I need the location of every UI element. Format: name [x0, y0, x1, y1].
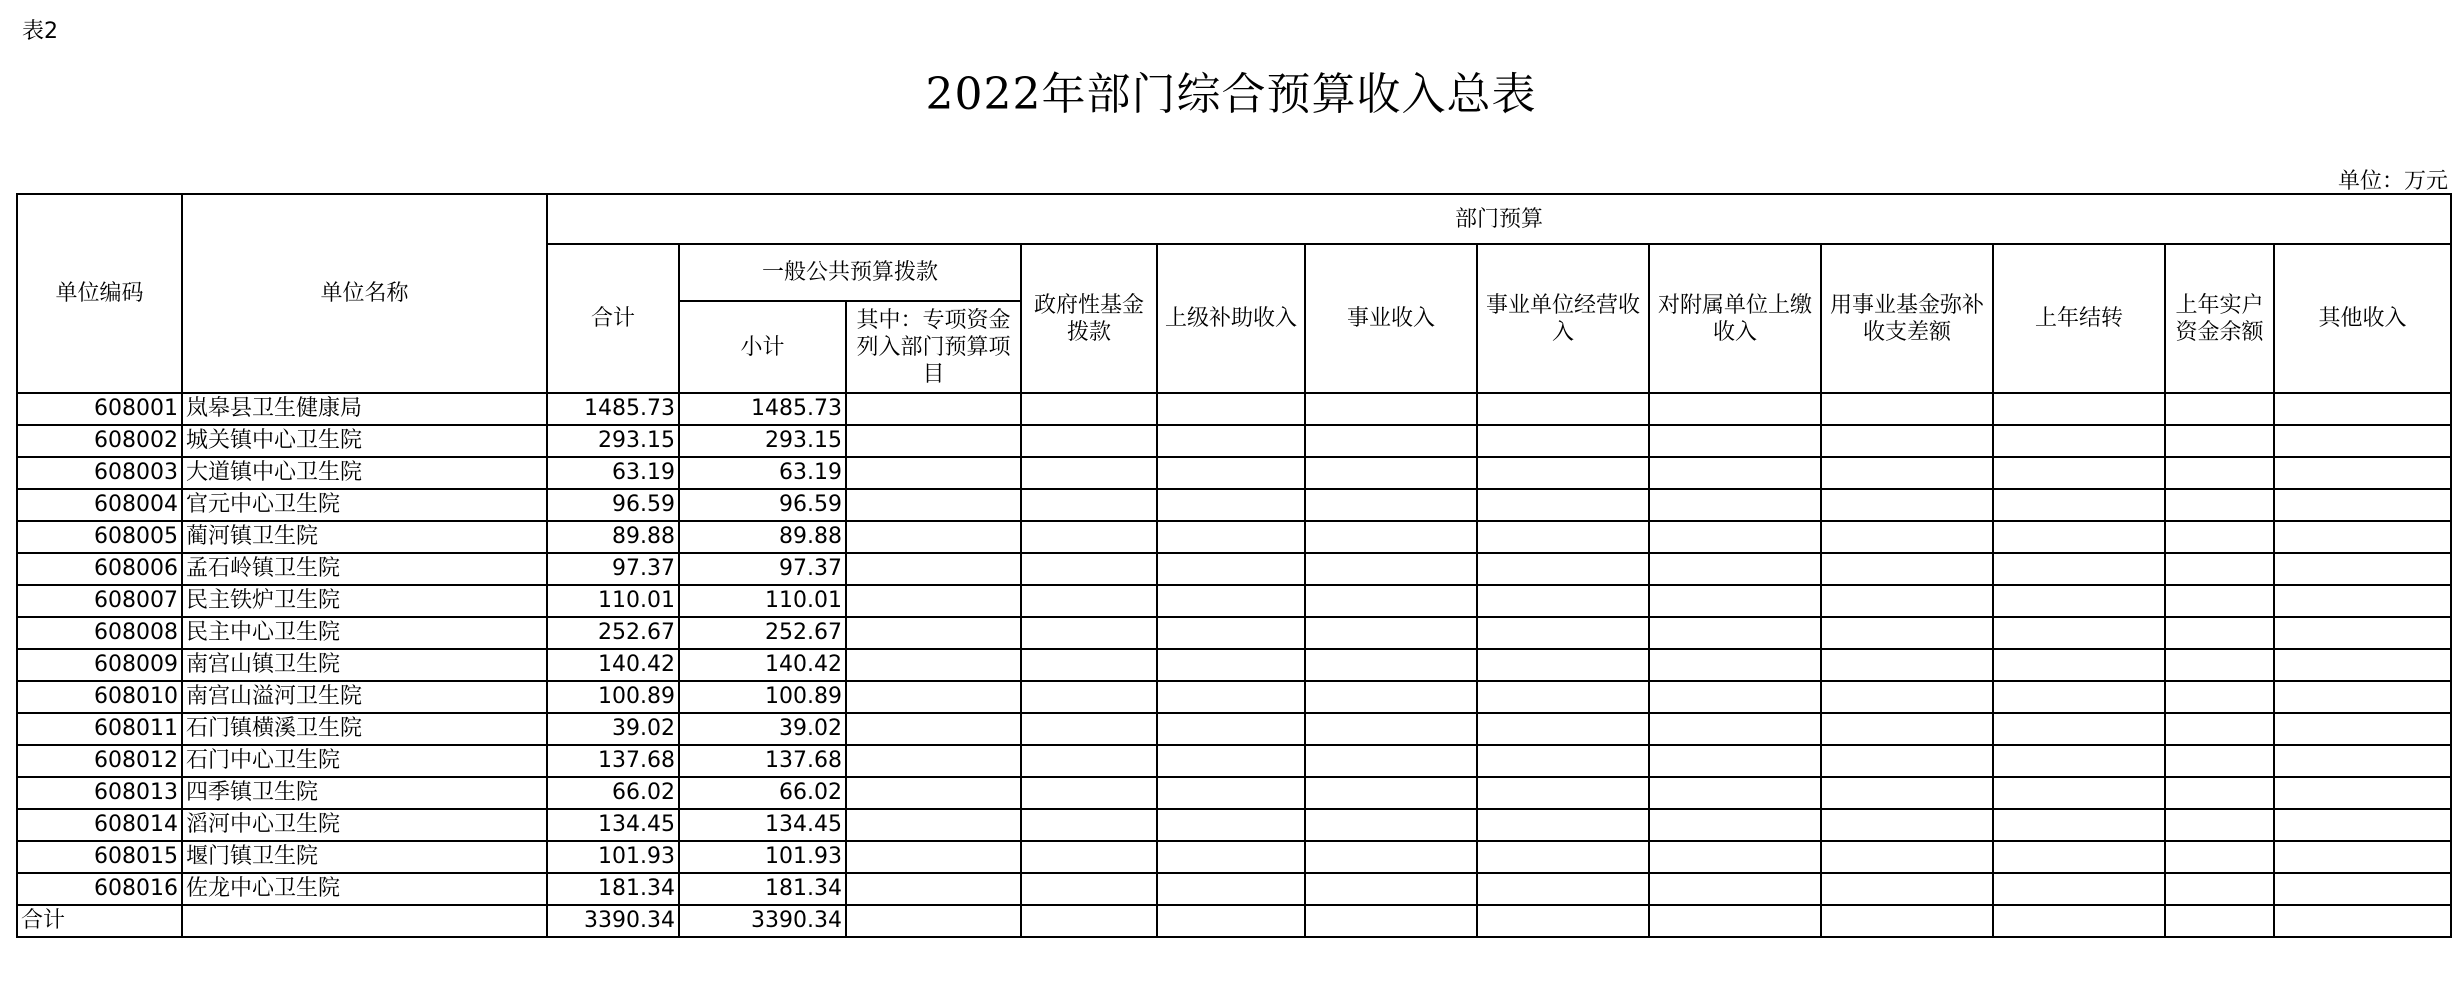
cell-empty [846, 777, 1021, 809]
cell-empty [1305, 393, 1477, 425]
cell-name: 大道镇中心卫生院 [182, 457, 547, 489]
cell-code: 608016 [17, 873, 182, 905]
cell-empty [1477, 393, 1649, 425]
cell-subtotal: 181.34 [679, 873, 846, 905]
cell-empty [1157, 745, 1305, 777]
cell-total: 63.19 [547, 457, 679, 489]
cell-empty [1305, 841, 1477, 873]
cell-empty [1649, 457, 1821, 489]
cell-empty [1821, 457, 1993, 489]
cell-empty [2274, 841, 2451, 873]
cell-empty [1157, 489, 1305, 521]
cell-name: 民主铁炉卫生院 [182, 585, 547, 617]
table-number: 表2 [22, 19, 58, 44]
cell-empty [2274, 649, 2451, 681]
cell-empty [1021, 425, 1157, 457]
cell-code: 608012 [17, 745, 182, 777]
cell-empty [1477, 713, 1649, 745]
cell-empty [1477, 777, 1649, 809]
header-fund-offset: 用事业基金弥补收支差额 [1821, 244, 1993, 393]
cell-subtotal: 100.89 [679, 681, 846, 713]
cell-total: 134.45 [547, 809, 679, 841]
cell-empty [846, 649, 1021, 681]
cell-empty [2165, 553, 2274, 585]
cell-empty [1821, 393, 1993, 425]
cell-empty [1305, 745, 1477, 777]
cell-empty [1157, 521, 1305, 553]
cell-empty [2274, 809, 2451, 841]
cell-empty [1993, 393, 2165, 425]
cell-empty [1821, 617, 1993, 649]
cell-empty [1649, 649, 1821, 681]
cell-empty [2274, 521, 2451, 553]
cell-empty [1993, 809, 2165, 841]
cell-subtotal: 96.59 [679, 489, 846, 521]
cell-subtotal: 137.68 [679, 745, 846, 777]
cell-total: 1485.73 [547, 393, 679, 425]
cell-name: 佐龙中心卫生院 [182, 873, 547, 905]
cell-empty [1157, 809, 1305, 841]
cell-empty [846, 393, 1021, 425]
cell-total: 96.59 [547, 489, 679, 521]
cell-empty [1993, 841, 2165, 873]
cell-empty [2165, 841, 2274, 873]
cell-empty [846, 553, 1021, 585]
cell-empty [1649, 841, 1821, 873]
cell-empty [2165, 649, 2274, 681]
cell-empty [1821, 809, 1993, 841]
cell-empty [1993, 617, 2165, 649]
cell-empty [2165, 425, 2274, 457]
header-dept-budget: 部门预算 [547, 194, 2451, 244]
cell-empty [1305, 457, 1477, 489]
cell-empty [846, 745, 1021, 777]
cell-empty [1157, 393, 1305, 425]
cell-empty [1649, 777, 1821, 809]
cell-empty [1021, 393, 1157, 425]
cell-empty [1021, 521, 1157, 553]
cell-empty [1649, 809, 1821, 841]
cell-empty [182, 905, 547, 937]
cell-subtotal: 89.88 [679, 521, 846, 553]
cell-empty [2274, 745, 2451, 777]
budget-income-table [16, 193, 2452, 938]
cell-empty [1477, 489, 1649, 521]
cell-subtotal: 1485.73 [679, 393, 846, 425]
cell-empty [1021, 649, 1157, 681]
cell-subtotal: 63.19 [679, 457, 846, 489]
cell-empty [2274, 713, 2451, 745]
cell-code: 608008 [17, 617, 182, 649]
cell-empty [1021, 873, 1157, 905]
cell-total: 89.88 [547, 521, 679, 553]
cell-empty [1821, 681, 1993, 713]
header-special-funds: 其中：专项资金列入部门预算项目 [846, 301, 1021, 393]
cell-empty [1021, 713, 1157, 745]
unit-label: 单位：万元 [2337, 169, 2448, 194]
cell-empty [2274, 393, 2451, 425]
cell-empty [1477, 745, 1649, 777]
cell-empty [1649, 713, 1821, 745]
cell-name: 南宫山镇卫生院 [182, 649, 547, 681]
cell-empty [846, 809, 1021, 841]
cell-subtotal: 101.93 [679, 841, 846, 873]
cell-empty [1477, 809, 1649, 841]
cell-empty [846, 681, 1021, 713]
total-sum: 3390.34 [547, 905, 679, 937]
cell-empty [1821, 553, 1993, 585]
cell-code: 608015 [17, 841, 182, 873]
total-label: 合计 [17, 905, 182, 937]
cell-empty [1021, 553, 1157, 585]
cell-empty [1021, 681, 1157, 713]
cell-subtotal: 140.42 [679, 649, 846, 681]
cell-empty [1993, 777, 2165, 809]
cell-empty [1477, 617, 1649, 649]
cell-empty [2165, 617, 2274, 649]
cell-empty [846, 521, 1021, 553]
cell-empty [1821, 713, 1993, 745]
cell-name: 民主中心卫生院 [182, 617, 547, 649]
cell-empty [1649, 617, 1821, 649]
cell-empty [1477, 585, 1649, 617]
cell-subtotal: 110.01 [679, 585, 846, 617]
page-title: 2022年部门综合预算收入总表 [925, 69, 1537, 120]
cell-empty [2274, 905, 2451, 937]
header-affiliate-income: 对附属单位上缴收入 [1649, 244, 1821, 393]
cell-code: 608004 [17, 489, 182, 521]
header-name: 单位名称 [182, 194, 547, 393]
cell-code: 608001 [17, 393, 182, 425]
cell-empty [1305, 521, 1477, 553]
cell-empty [1477, 649, 1649, 681]
cell-empty [1157, 649, 1305, 681]
cell-empty [1305, 713, 1477, 745]
table-row [17, 457, 2451, 489]
cell-code: 608003 [17, 457, 182, 489]
cell-empty [1649, 681, 1821, 713]
cell-empty [2274, 585, 2451, 617]
cell-name: 石门中心卫生院 [182, 745, 547, 777]
cell-empty [1157, 585, 1305, 617]
cell-empty [846, 489, 1021, 521]
table-row [17, 425, 2451, 457]
cell-name: 孟石岭镇卫生院 [182, 553, 547, 585]
header-superior-subsidy: 上级补助收入 [1157, 244, 1305, 393]
cell-empty [1649, 553, 1821, 585]
cell-code: 608013 [17, 777, 182, 809]
cell-empty [1477, 841, 1649, 873]
cell-empty [846, 585, 1021, 617]
cell-empty [1821, 905, 1993, 937]
cell-code: 608006 [17, 553, 182, 585]
cell-empty [1821, 841, 1993, 873]
cell-empty [2274, 489, 2451, 521]
cell-empty [1305, 489, 1477, 521]
cell-empty [1649, 873, 1821, 905]
cell-empty [1821, 521, 1993, 553]
cell-empty [1993, 745, 2165, 777]
cell-empty [1821, 873, 1993, 905]
header-total: 合计 [547, 244, 679, 393]
cell-subtotal: 293.15 [679, 425, 846, 457]
cell-empty [1021, 617, 1157, 649]
table-row [17, 617, 2451, 649]
cell-empty [1993, 681, 2165, 713]
header-code: 单位编码 [17, 194, 182, 393]
cell-empty [1649, 585, 1821, 617]
cell-empty [1477, 425, 1649, 457]
cell-empty [2274, 873, 2451, 905]
cell-total: 181.34 [547, 873, 679, 905]
table-row [17, 841, 2451, 873]
total-row [17, 905, 2451, 937]
cell-empty [1993, 553, 2165, 585]
cell-empty [1821, 425, 1993, 457]
cell-empty [1157, 457, 1305, 489]
cell-empty [1477, 873, 1649, 905]
cell-empty [1157, 425, 1305, 457]
cell-code: 608011 [17, 713, 182, 745]
cell-code: 608010 [17, 681, 182, 713]
cell-empty [1993, 713, 2165, 745]
cell-empty [2165, 393, 2274, 425]
cell-code: 608014 [17, 809, 182, 841]
cell-empty [846, 617, 1021, 649]
cell-empty [846, 457, 1021, 489]
cell-empty [2165, 489, 2274, 521]
cell-empty [1821, 745, 1993, 777]
cell-empty [1649, 745, 1821, 777]
header-subtotal: 小计 [679, 301, 846, 393]
cell-empty [1305, 425, 1477, 457]
cell-total: 66.02 [547, 777, 679, 809]
total-subtotal: 3390.34 [679, 905, 846, 937]
cell-total: 100.89 [547, 681, 679, 713]
table-row [17, 649, 2451, 681]
header-surplus: 上年实户资金余额 [2165, 244, 2274, 393]
cell-empty [2274, 681, 2451, 713]
cell-total: 101.93 [547, 841, 679, 873]
cell-total: 97.37 [547, 553, 679, 585]
header-carryover: 上年结转 [1993, 244, 2165, 393]
table-row [17, 873, 2451, 905]
cell-empty [1821, 777, 1993, 809]
cell-empty [1649, 425, 1821, 457]
cell-empty [1305, 777, 1477, 809]
cell-empty [1477, 521, 1649, 553]
cell-subtotal: 66.02 [679, 777, 846, 809]
table-row [17, 681, 2451, 713]
cell-name: 石门镇横溪卫生院 [182, 713, 547, 745]
cell-empty [2274, 425, 2451, 457]
cell-total: 293.15 [547, 425, 679, 457]
cell-subtotal: 39.02 [679, 713, 846, 745]
cell-empty [1477, 681, 1649, 713]
cell-name: 蔺河镇卫生院 [182, 521, 547, 553]
cell-empty [1305, 809, 1477, 841]
cell-empty [1993, 873, 2165, 905]
cell-empty [2165, 905, 2274, 937]
cell-empty [1993, 585, 2165, 617]
cell-empty [1021, 841, 1157, 873]
cell-empty [1021, 585, 1157, 617]
cell-subtotal: 252.67 [679, 617, 846, 649]
cell-total: 137.68 [547, 745, 679, 777]
cell-empty [1649, 393, 1821, 425]
cell-total: 39.02 [547, 713, 679, 745]
cell-name: 滔河中心卫生院 [182, 809, 547, 841]
cell-code: 608007 [17, 585, 182, 617]
table-row [17, 777, 2451, 809]
cell-name: 南宫山溢河卫生院 [182, 681, 547, 713]
cell-empty [2165, 745, 2274, 777]
cell-empty [2165, 457, 2274, 489]
cell-empty [846, 873, 1021, 905]
cell-empty [2274, 777, 2451, 809]
cell-empty [1157, 777, 1305, 809]
header-business-income: 事业收入 [1305, 244, 1477, 393]
cell-empty [1993, 905, 2165, 937]
cell-empty [1157, 553, 1305, 585]
cell-empty [1477, 905, 1649, 937]
cell-name: 城关镇中心卫生院 [182, 425, 547, 457]
table-row [17, 713, 2451, 745]
cell-empty [1649, 489, 1821, 521]
cell-empty [1305, 585, 1477, 617]
cell-empty [1993, 457, 2165, 489]
cell-empty [1649, 521, 1821, 553]
cell-empty [1157, 905, 1305, 937]
cell-empty [846, 425, 1021, 457]
cell-empty [1021, 777, 1157, 809]
cell-empty [1305, 617, 1477, 649]
cell-empty [1157, 617, 1305, 649]
cell-empty [1305, 681, 1477, 713]
cell-empty [2165, 681, 2274, 713]
cell-code: 608009 [17, 649, 182, 681]
table-row [17, 393, 2451, 425]
cell-empty [1821, 489, 1993, 521]
cell-empty [1157, 713, 1305, 745]
header-gov-fund: 政府性基金拨款 [1021, 244, 1157, 393]
cell-empty [846, 713, 1021, 745]
table-row [17, 553, 2451, 585]
cell-code: 608002 [17, 425, 182, 457]
cell-empty [2165, 873, 2274, 905]
cell-empty [846, 905, 1021, 937]
cell-empty [1993, 521, 2165, 553]
cell-empty [2165, 585, 2274, 617]
cell-empty [1021, 457, 1157, 489]
cell-empty [2274, 617, 2451, 649]
cell-total: 140.42 [547, 649, 679, 681]
table-row [17, 489, 2451, 521]
cell-empty [1021, 489, 1157, 521]
cell-empty [846, 841, 1021, 873]
header-operating-income: 事业单位经营收入 [1477, 244, 1649, 393]
cell-empty [2165, 713, 2274, 745]
cell-total: 110.01 [547, 585, 679, 617]
cell-empty [1821, 649, 1993, 681]
cell-empty [2274, 457, 2451, 489]
cell-empty [1993, 425, 2165, 457]
cell-name: 堰门镇卫生院 [182, 841, 547, 873]
table-row [17, 521, 2451, 553]
table-row [17, 585, 2451, 617]
table-row [17, 809, 2451, 841]
cell-empty [1157, 681, 1305, 713]
cell-subtotal: 134.45 [679, 809, 846, 841]
cell-empty [2165, 521, 2274, 553]
cell-empty [1305, 905, 1477, 937]
cell-empty [1993, 489, 2165, 521]
header-general-budget: 一般公共预算拨款 [679, 244, 1021, 301]
cell-empty [2165, 777, 2274, 809]
cell-empty [1021, 905, 1157, 937]
cell-empty [1477, 457, 1649, 489]
cell-empty [1477, 553, 1649, 585]
cell-empty [1821, 585, 1993, 617]
cell-empty [2274, 553, 2451, 585]
cell-empty [1305, 649, 1477, 681]
cell-empty [2165, 809, 2274, 841]
cell-name: 岚皋县卫生健康局 [182, 393, 547, 425]
cell-empty [1157, 873, 1305, 905]
cell-name: 官元中心卫生院 [182, 489, 547, 521]
cell-empty [1993, 649, 2165, 681]
cell-total: 252.67 [547, 617, 679, 649]
cell-empty [1021, 809, 1157, 841]
table-row [17, 745, 2451, 777]
cell-empty [1649, 905, 1821, 937]
cell-code: 608005 [17, 521, 182, 553]
header-other-income: 其他收入 [2274, 244, 2451, 393]
cell-empty [1305, 873, 1477, 905]
cell-subtotal: 97.37 [679, 553, 846, 585]
cell-name: 四季镇卫生院 [182, 777, 547, 809]
cell-empty [1021, 745, 1157, 777]
cell-empty [1157, 841, 1305, 873]
cell-empty [1305, 553, 1477, 585]
